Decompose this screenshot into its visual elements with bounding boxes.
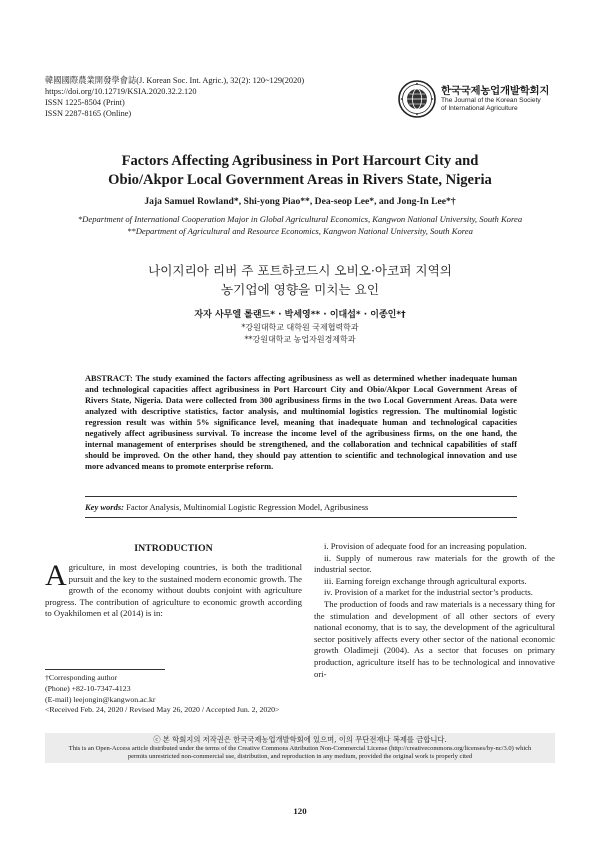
corresponding-author-label: †Corresponding author [45,673,118,682]
korean-affiliation-1: *강원대학교 대학원 국제협력학과 [241,323,359,332]
issn-online: ISSN 2287-8165 (Online) [45,109,132,118]
title-line-2: Obio/Akpor Local Government Areas in Rivers State, Nigeria [108,172,492,188]
manuscript-dates: <Received Feb. 24, 2020 / Revised May 26, 2020 / Accepted Jun. 2, 2020> [45,705,280,715]
keywords-text: Factor Analysis, Multinomial Logistic Regression Model, Agribusiness [126,502,369,512]
issn-print: ISSN 1225-8504 (Print) [45,98,125,107]
korean-title-line-1: 나이지리아 리버 주 포트하코드시 오비오·아코퍼 지역의 [148,263,452,278]
society-name-en [441,97,561,114]
keywords [85,502,517,512]
list-item-iii: iii. Earning foreign exchange through agricultural exports. [324,575,527,586]
affiliations [20,214,580,237]
society-logo [398,80,588,120]
affiliation-2: **Department of Agricultural and Resource Economics, Kangwon National University, South Korea [127,225,473,236]
abstract-divider [85,496,517,497]
society-name-en-line2: of International Agriculture [441,105,518,113]
list-item-iv: iv. Provision of a market for the industrial sector’s products. [324,587,533,598]
intro-right-column [314,541,555,680]
korean-affiliation-2: **강원대학교 농업자원경제학과 [244,334,356,344]
author-email[interactable]: (E-mail) leejongin@kangwon.ac.kr [45,694,156,704]
globe-seal-icon [398,80,436,118]
doi-link[interactable]: https://doi.org/10.12719/KSIA.2020.32.2.120 [45,87,197,96]
article-title [40,152,560,190]
section-heading-introduction: INTRODUCTION [134,543,213,554]
korean-affiliations [60,322,540,345]
society-name-kr: 한국국제농업개발학회지 [441,85,550,97]
footnote [45,673,305,716]
drop-cap: A [45,559,67,592]
license-notice [48,745,552,762]
society-name-en-line1: The Journal of the Korean Society [441,97,541,104]
intro-paragraph-1 [45,559,302,620]
abstract: ABSTRACT: The study examined the factors affecting agribusiness as well as determined whether inadequate human and technological capacities affect agribusiness in Port Harcourt City and Obio/Akpor Local Government Areas of Rivers State, Nigeria. Data were collected from 300 agribusiness firms in the two Local Government Areas. Data were analyzed with descriptive statistics, factor analysis, and multinomial logistics regression. The multinomial logistic regression result was within 5% significance level, meaning that inadequate human and technological capacities negatively affect agribusiness survival. To increase the income level of the agribusiness firms, on the one hand, the internal management of enterprises should be strengthened, and the collaboration and technical capabilities of staff should be improved. On the other hand, they should pay attention to scientific and technological innovation and use more advanced means to promote enterprise reform. [85,374,517,471]
korean-title [60,262,540,299]
list-item-ii: ii. Supply of numerous raw materials for the growth of the industrial sector. [314,552,555,575]
copyright-notice-kr: ⓒ 본 학회지의 저작권은 한국국제농업개발학회에 있으며, 이의 무단전재나 복제를 금합니다. [153,735,447,744]
footnote-divider [45,669,165,670]
keywords-divider [85,517,517,518]
korean-title-line-2: 농기업에 영향을 미치는 요인 [221,281,379,297]
intro-paragraph-1-text: griculture, in most developing countries, is both the traditional pursuit and the key to the sustained modern economic growth. The growth of the economy without doubts conjoint with agriculture progress. The contribution of agriculture to economic growth according to Oyakhilomen et al (2014) is in: [45,562,302,619]
author-list: Jaja Samuel Rowland*, Shi-yong Piao**, Dea-seop Lee*, and Jong-In Lee*† [144,196,456,207]
list-item-i: i. Provision of adequate food for an increasing population. [324,541,527,551]
journal-citation: 韓國國際農業開發學會誌(J. Korean Soc. Int. Agric.), 32(2): 120~129(2020) [45,76,305,85]
keywords-label: Key words: [85,502,124,512]
intro-paragraph-2: The production of foods and raw materials is a necessary thing for the stimulation and development of all other sectors of every national economy, that is to say, the development of the agricultural sector positively affects every other sector of the national economic growth Oladimeji (2004). As a sector that focuses on primary production, agriculture itself has to be technological and innovative ori- [314,598,555,679]
page-number: 120 [293,806,307,816]
korean-author-list: 자자 사무엘 롤랜드* · 박세영** · 이대섭* · 이종인*† [194,310,406,320]
author-phone: (Phone) +82-10-7347-4123 [45,683,131,693]
license-line-1: This is an Open-Access article distributed under the terms of the Creative Commons Attribution Non-Commercial License (http://creativecommons.org/licenses/by-nc/3.0) which [68,745,532,752]
license-line-2: permits unrestricted non-commercial use, distribution, and reproduction in any medium, provided the original work is properly cited [127,753,473,761]
affiliation-1: *Department of International Cooperation Major in Global Agricultural Economics, Kangwon National University, South Korea [77,214,523,224]
title-line-1: Factors Affecting Agribusiness in Port Harcourt City and [121,153,479,169]
